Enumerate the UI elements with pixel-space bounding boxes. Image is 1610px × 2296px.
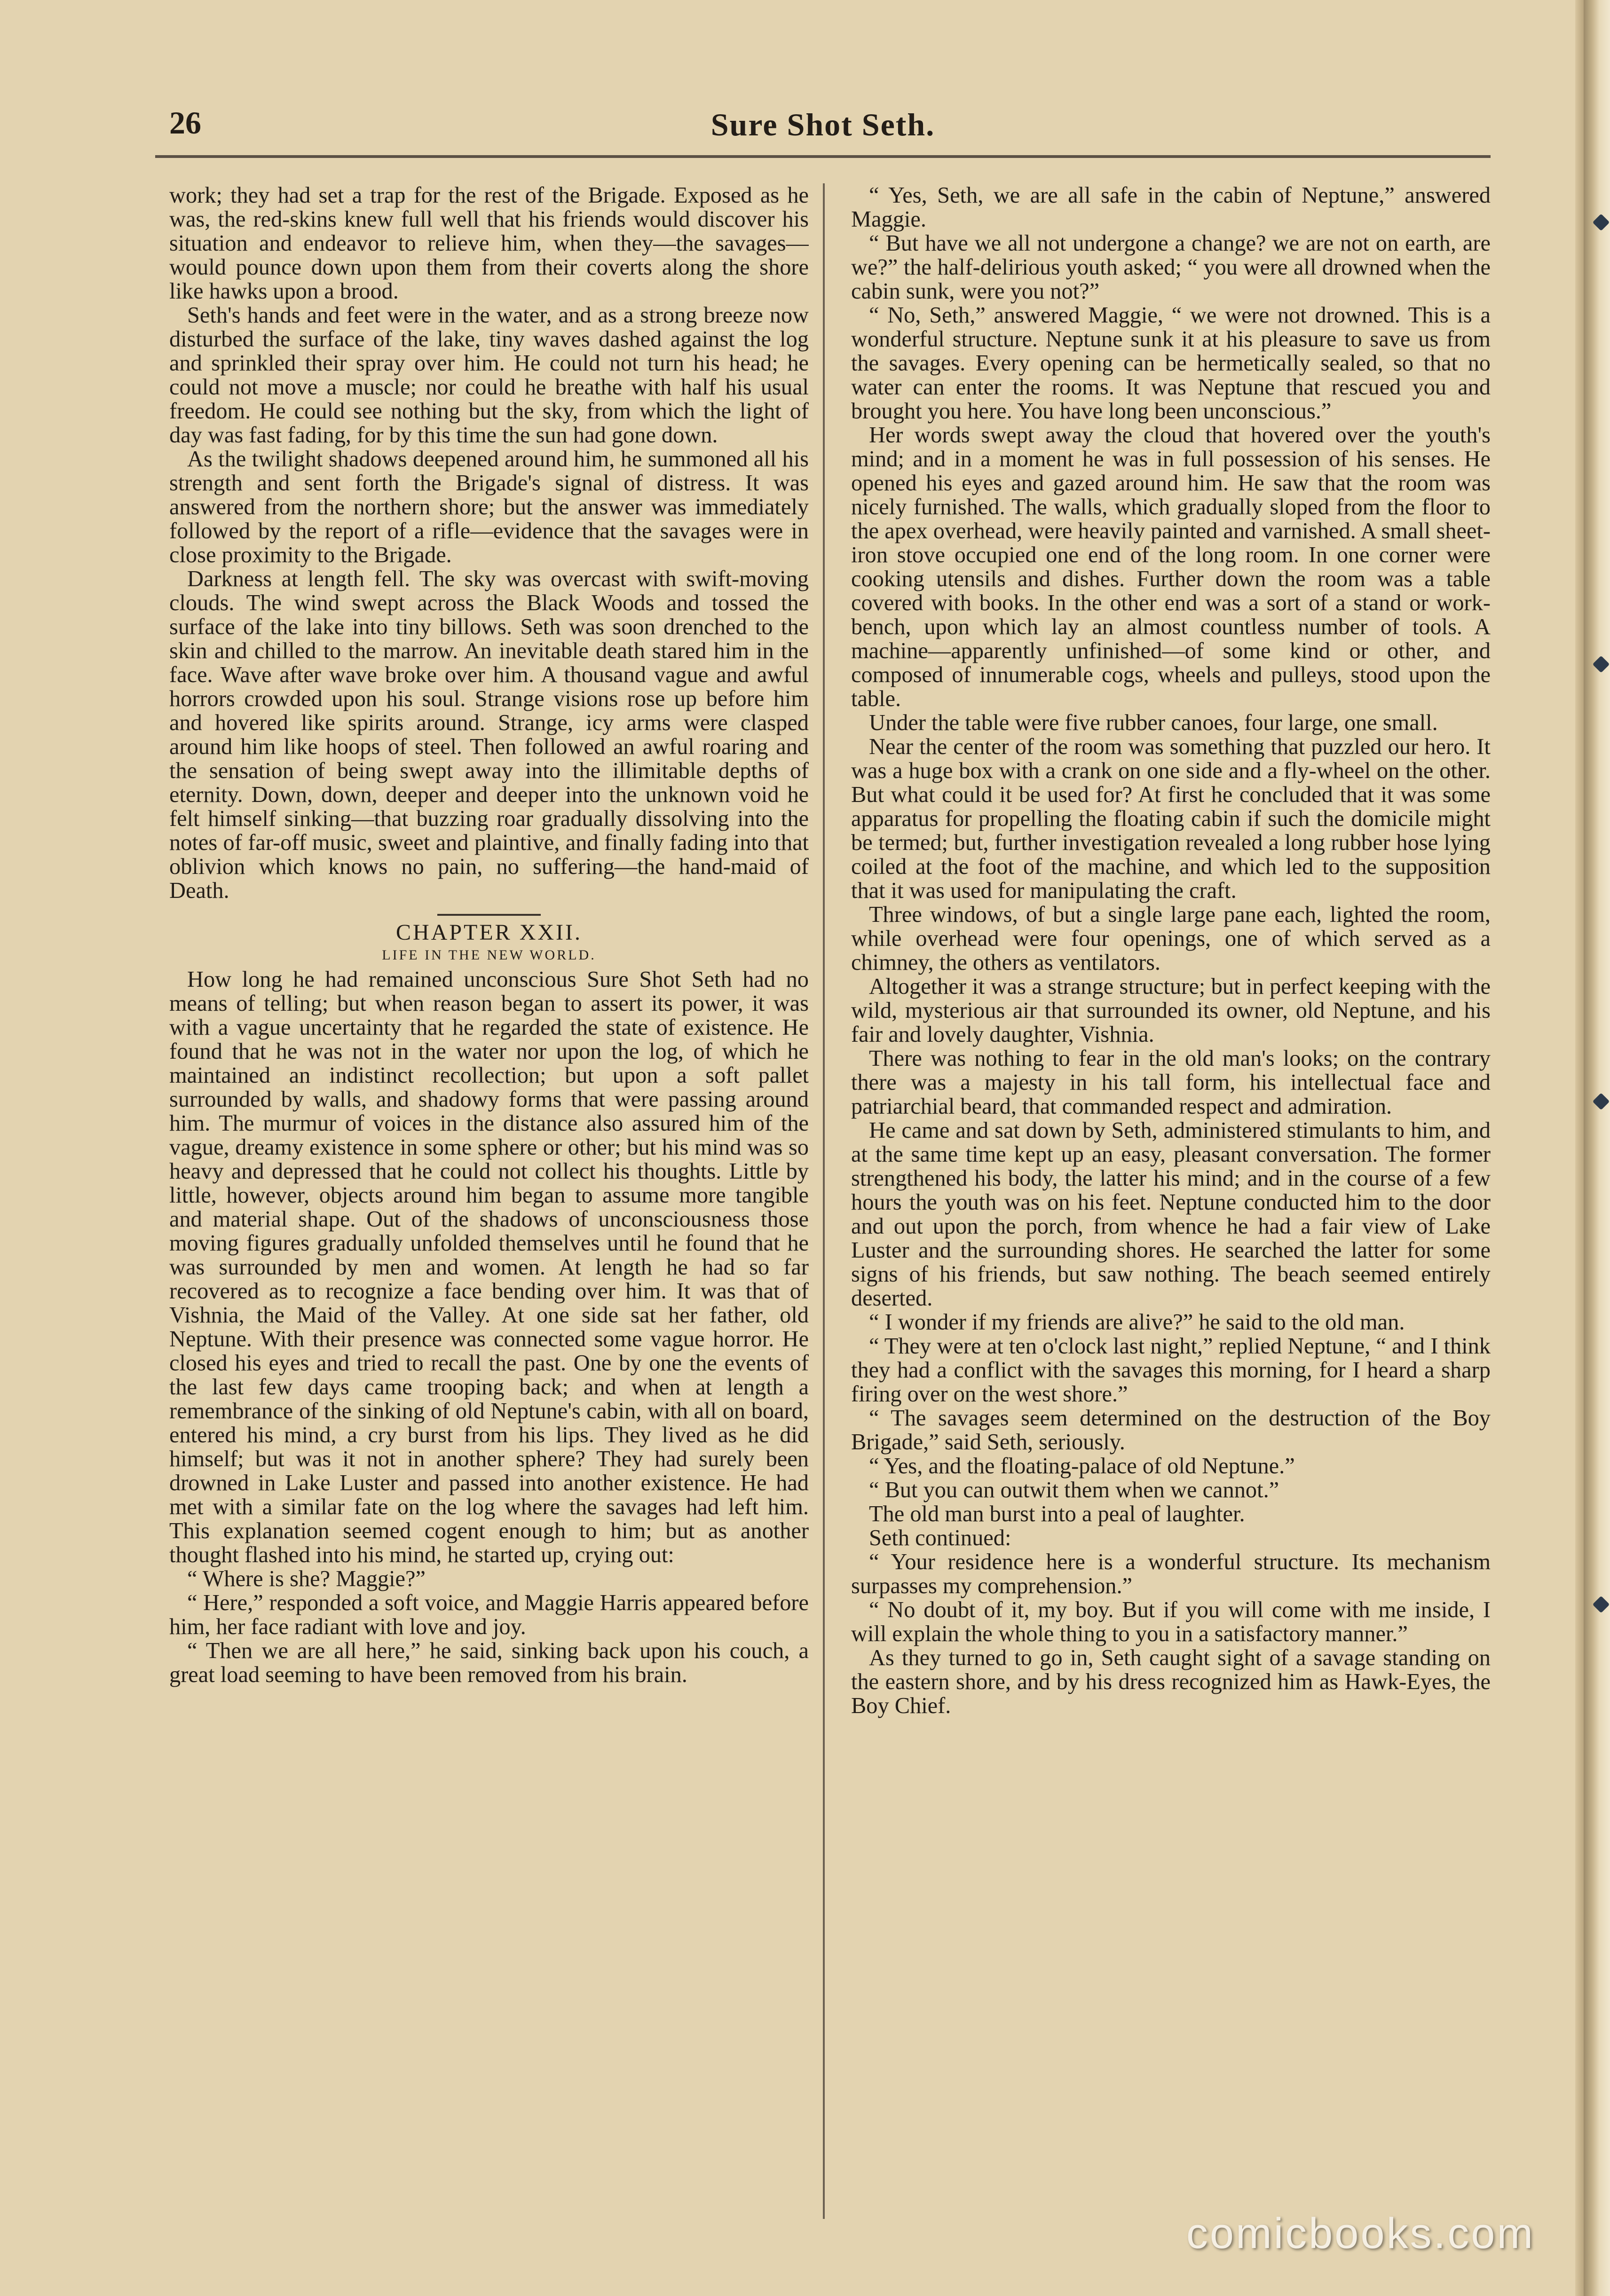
binding-edge (1584, 0, 1610, 2296)
paragraph: “ Yes, and the floating-palace of old Neptune.” (869, 1454, 1295, 1478)
paragraph: “ Your residence here is a wonderful structure. Its mechanism surpasses my comprehension.” (851, 1549, 1491, 1598)
paragraph: How long he had remained unconscious Sure Shot Seth had no means of telling; but when reason began to assert its power, it was with a vague uncertainty that he regarded the state of existence. He found that he was not in the water nor upon the log, of which he maintained an indistinct recollection; but upon a soft pallet surrounded by walls, and shadowy forms that were passing around him. The murmur of voices in the distance also assured him of the vague, dreamy existence in some sphere or other; but his mind was so heavy and depressed that he could not collect his thoughts. Little by little, however, objects around him began to assume more tangible and material shape. Out of the shadows of unconsciousness those moving figures gradually unfolded themselves until he found that he was surrounded by men and women. At length he had so far recovered as to recognize a face bending over him. It was that of Vishnia, the Maid of the Valley. At one side sat her father, old Neptune. With their presence was connected some vague horror. He closed his eyes and tried to recall the past. One by one the events of the last few days came trooping back; and when at length a remembrance of the sinking of old Neptune's cabin, with all on board, entered his mind, a cry burst from his lips. They lived as he did himself; but was it not in another sphere? They had surely been drowned in Lake Luster and passed into another existence. He had met with a similar fate on the log where the savages had left him. This explanation seemed cogent enough to him; but as another thought flashed into his mind, he started up, crying out: (169, 967, 809, 1567)
paragraph: “ Then we are all here,” he said, sinking back upon his couch, a great load seeming to have been removed from his brain. (169, 1638, 809, 1687)
paragraph: As they turned to go in, Seth caught sight of a savage standing on the eastern shore, and by his dress recognized him as Hawk-Eyes, the Boy Chief. (851, 1645, 1491, 1718)
paragraph: “ But have we all not undergone a change? we are not on earth, are we?” the half-delirious youth asked; “ you were all drowned when the cabin sunk, were you not?” (851, 231, 1491, 304)
running-title: Sure Shot Seth. (710, 107, 935, 142)
paragraph: “ But you can outwit them when we cannot.” (869, 1478, 1279, 1502)
page-shadow (1575, 0, 1584, 2296)
chapter-rule (437, 914, 541, 916)
chapter-heading: CHAPTER XXII. (396, 920, 582, 945)
book-page (155, 94, 1491, 2219)
paragraph: “ No, Seth,” answered Maggie, “ we were not drowned. This is a wonderful structure. Neptune sunk it at his pleasure to save us from the savages. Every opening can be hermetically sealed, so that no water can enter the rooms. It was Neptune that rescued you and brought you here. You have long been unconscious.” (851, 303, 1491, 424)
paragraph: Under the table were five rubber canoes, four large, one small. (869, 710, 1438, 735)
paragraph: He came and sat down by Seth, administered stimulants to him, and at the same time kept up an easy, pleasant conversation. The former strengthened his body, the latter his mind; and in the course of a few hours the youth was on his feet. Neptune conducted him to the door and out upon the porch, from whence he had a fair view of Lake Luster and the surrounding shores. He searched the latter for some signs of his friends, but saw nothing. The beach seemed entirely deserted. (851, 1118, 1491, 1311)
paragraph: “ Where is she? Maggie?” (187, 1566, 426, 1591)
paragraph: Darkness at length fell. The sky was overcast with swift-moving clouds. The wind swept across the Black Woods and tossed the surface of the lake into tiny billows. Seth was soon drenched to the skin and chilled to the marrow. An inevitable death stared him in the face. Wave after wave broke over him. A thousand vague and awful horrors crowded upon his soul. Strange visions rose up before him and hovered like spirits around. Strange, icy arms were clasped around him like hoops of steel. Then followed an awful roaring and the sensation of being swept away into the illimitable depths of eternity. Down, down, deeper and deeper into the unknown void he felt himself sinking—that buzzing roar gradually dissolving into the notes of far-off music, sweet and plaintive, and finally fading into that oblivion which knows no pain, no suffering—the hand-maid of Death. (169, 566, 809, 903)
right-column (851, 183, 1491, 2219)
paragraph: “ Yes, Seth, we are all safe in the cabin of Neptune,” answered Maggie. (851, 183, 1491, 232)
paragraph: Seth's hands and feet were in the water, and as a strong breeze now disturbed the surface of the lake, tiny waves dashed against the log and sprinkled their spray over him. He could not turn his head; he could not move a muscle; nor could he breathe with half his usual freedom. He could see nothing but the sky, from which the light of day was fast fading, for by this time the sun had gone down. (169, 303, 809, 448)
paragraph: Seth continued: (869, 1525, 1011, 1550)
paragraph: “ No doubt of it, my boy. But if you will come with me inside, I will explain the whole thing to you in a satisfactory manner.” (851, 1597, 1491, 1646)
paragraph: work; they had set a trap for the rest of the Brigade. Exposed as he was, the red-skins knew full well that his friends would discover his situation and endeavor to relieve him, when they—the savages—would pounce down upon them from their coverts along the shore like hawks upon a brood. (169, 183, 809, 304)
left-column (169, 183, 809, 2219)
paragraph: Three windows, of but a single large pane each, lighted the room, while overhead were four openings, one of which served as a chimney, the others as ventilators. (851, 902, 1491, 975)
paragraph: As the twilight shadows deepened around him, he summoned all his strength and sent forth the Brigade's signal of distress. It was answered from the northern shore; but the answer was immediately followed by the report of a rifle—evidence that the savages were in close proximity to the Brigade. (169, 447, 809, 567)
paragraph: Altogether it was a strange structure; but in perfect keeping with the wild, mysterious air that surrounded its owner, old Neptune, and his fair and lovely daughter, Vishnia. (851, 974, 1491, 1047)
paragraph: The old man burst into a peal of laughter. (869, 1502, 1245, 1526)
paragraph: “ The savages seem determined on the destruction of the Boy Brigade,” said Seth, seriously. (851, 1406, 1491, 1455)
text-columns (155, 183, 1491, 2219)
page-number: 26 (169, 105, 201, 141)
paragraph: “ Here,” responded a soft voice, and Maggie Harris appeared before him, her face radiant with love and joy. (169, 1590, 809, 1639)
chapter-subtitle: LIFE IN THE NEW WORLD. (382, 947, 596, 963)
paragraph: There was nothing to fear in the old man's looks; on the contrary there was a majesty in his tall form, his intellectual face and patriarchial beard, that commanded respect and admiration. (851, 1046, 1491, 1119)
paragraph: “ They were at ten o'clock last night,” replied Neptune, “ and I think they had a conflict with the savages this morning, for I heard a sharp firing over on the west shore.” (851, 1334, 1491, 1407)
paragraph: Near the center of the room was something that puzzled our hero. It was a huge box with a crank on one side and a fly-wheel on the other. But what could it be used for? At first he concluded that it was some apparatus for propelling the floating cabin if such the domicile might be termed; but, further investigation revealed a long rubber hose lying coiled at the foot of the machine, and which led to the supposition that it was used for manipulating the craft. (851, 734, 1491, 903)
paragraph: Her words swept away the cloud that hovered over the youth's mind; and in a moment he was in full possession of his senses. He opened his eyes and gazed around him. He saw that the room was nicely furnished. The walls, which gradually sloped from the floor to the apex overhead, were heavily painted and varnished. A small sheet-iron stove occupied one end of the long room. In one corner were cooking utensils and dishes. Further down the room was a table covered with books. In the other end was a sort of a stand or work-bench, upon which lay an almost countless number of tools. A machine—apparently unfinished—of some kind or other, and composed of innumerable cogs, wheels and pulleys, stood upon the table. (851, 423, 1491, 711)
column-divider (823, 183, 825, 2219)
running-header (155, 94, 1491, 158)
paragraph: “ I wonder if my friends are alive?” he said to the old man. (869, 1310, 1405, 1335)
site-watermark: comicbooks.com (1186, 2210, 1535, 2257)
